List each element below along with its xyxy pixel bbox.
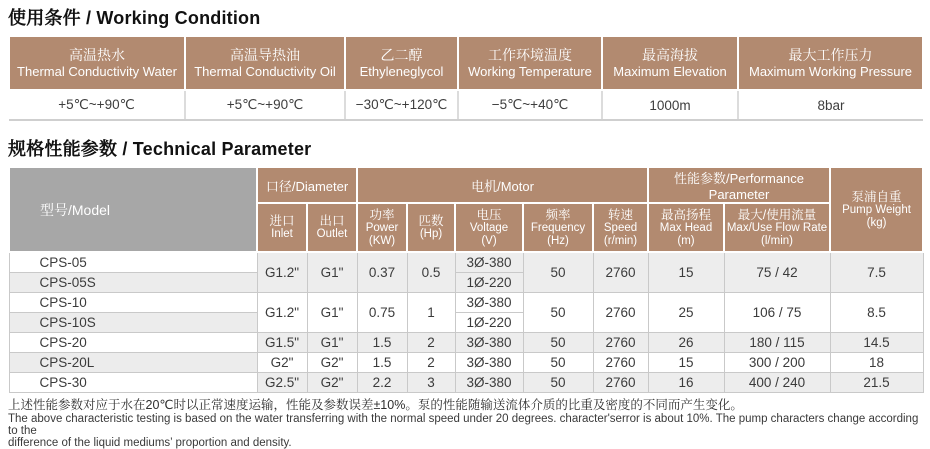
tp-header-frequency-en: Frequency: [530, 221, 586, 234]
footnotes: [8, 398, 922, 449]
inlet-cell: G1.2": [257, 292, 307, 332]
tp-header-power-unit: (KW): [368, 234, 396, 247]
wc-header-glycol-cn: 乙二醇: [380, 46, 423, 63]
outlet-cell: G2": [307, 372, 357, 392]
tp-header-voltage-en: Voltage: [469, 221, 509, 234]
tp-header-voltage-cn: 电压: [476, 207, 502, 222]
voltage-cell: 1Ø-220: [455, 272, 523, 292]
hp-cell: 1: [407, 292, 455, 332]
max-head-cell: 16: [648, 372, 724, 392]
tp-header-outlet-en: Outlet: [316, 228, 348, 240]
working-condition-title: 使用条件 / Working Condition: [8, 8, 261, 28]
power-cell: 2.2: [357, 372, 407, 392]
hp-cell: 2: [407, 332, 455, 352]
max-head-cell: 15: [648, 252, 724, 292]
wc-header-pressure-en: Maximum Working Pressure: [748, 63, 913, 79]
flow-rate-cell: 106 / 75: [724, 292, 830, 332]
tp-group-motor: 电机/Motor: [357, 167, 648, 203]
wc-header-oil-en: Thermal Conductivity Oil: [194, 63, 336, 79]
table-row: [9, 372, 923, 392]
wc-header-water-en: Thermal Conductivity Water: [17, 63, 177, 79]
wc-header-oil: [185, 36, 345, 90]
speed-cell: 2760: [593, 252, 648, 292]
inlet-cell: G2.5": [257, 372, 307, 392]
hp-cell: 3: [407, 372, 455, 392]
speed-cell: 2760: [593, 372, 648, 392]
pump-weight-cell: 14.5: [830, 332, 923, 352]
outlet-cell: G1": [307, 292, 357, 332]
max-head-cell: 25: [648, 292, 724, 332]
voltage-cell: 3Ø-380: [455, 332, 523, 352]
pump-weight-cell: 7.5: [830, 252, 923, 292]
tp-header-power-cn: 功率: [369, 207, 395, 222]
tp-header-frequency-unit: (Hz): [547, 234, 569, 247]
tp-header-max-head-en: Max Head: [659, 221, 713, 234]
tp-header-model: 型号/Model: [9, 167, 257, 252]
frequency-cell: 50: [523, 352, 593, 372]
wc-header-elevation-cn: 最高海拔: [642, 46, 698, 63]
wc-header-pressure-cn: 最大工作压力: [788, 46, 873, 63]
working-condition-header-row: [9, 36, 923, 90]
tp-header-pump-weight: [830, 167, 923, 252]
tp-header-speed-cn: 转速: [608, 207, 634, 222]
power-cell: 1.5: [357, 332, 407, 352]
tp-header-outlet: [307, 203, 357, 252]
table-row: [9, 292, 923, 312]
model-cell: CPS-30: [9, 372, 257, 392]
wc-value-water: +5℃~+90℃: [9, 90, 185, 120]
model-cell: CPS-20L: [9, 352, 257, 372]
footnote-chinese: 上述性能参数对应于水在20℃时以正常速度运输，性能及参数误差±10%。泵的性能随输送流体介质的比重及密度的不同而产生变化。: [8, 397, 743, 412]
tp-header-max-head-cn: 最高扬程: [661, 207, 712, 222]
table-row: [9, 252, 923, 272]
tp-header-max-head: [648, 203, 724, 252]
voltage-cell: 3Ø-380: [455, 252, 523, 272]
wc-header-elevation: [602, 36, 738, 90]
tp-header-speed-unit: (r/min): [603, 234, 638, 247]
tp-header-speed-en: Speed: [603, 221, 638, 234]
pump-weight-cell: 18: [830, 352, 923, 372]
outlet-cell: G1": [307, 252, 357, 292]
inlet-cell: G2": [257, 352, 307, 372]
tp-group-performance: 性能参数/Performance Parameter: [648, 167, 830, 203]
max-head-cell: 26: [648, 332, 724, 352]
tp-header-hp-unit: (Hp): [419, 228, 443, 240]
power-cell: 0.75: [357, 292, 407, 332]
tp-group-diameter: 口径/Diameter: [257, 167, 357, 203]
tp-header-inlet: [257, 203, 307, 252]
tp-header-pump-weight-unit: (kg): [866, 216, 887, 229]
wc-header-elevation-en: Maximum Elevation: [613, 63, 727, 79]
tp-header-power-en: Power: [365, 221, 399, 234]
tp-header-flow-rate-en: Max/Use Flow Rate: [726, 221, 828, 234]
pump-weight-cell: 8.5: [830, 292, 923, 332]
speed-cell: 2760: [593, 332, 648, 352]
technical-parameter-title: 规格性能参数 / Technical Parameter: [8, 139, 312, 159]
speed-cell: 2760: [593, 292, 648, 332]
tp-header-voltage: [455, 203, 523, 252]
pump-weight-cell: 21.5: [830, 372, 923, 392]
tp-header-inlet-cn: 进口: [269, 214, 295, 228]
outlet-cell: G1": [307, 332, 357, 352]
tp-header-max-head-unit: (m): [677, 234, 695, 247]
wc-value-oil: +5℃~+90℃: [185, 90, 345, 120]
wc-value-glycol: −30℃~+120℃: [345, 90, 458, 120]
hp-cell: 0.5: [407, 252, 455, 292]
tp-header-flow-rate-unit: (l/min): [761, 234, 793, 247]
flow-rate-cell: 300 / 200: [724, 352, 830, 372]
frequency-cell: 50: [523, 332, 593, 352]
tp-header-flow-rate-cn: 最大/使用流量: [737, 207, 817, 222]
footnote-english-line1: The above characteristic testing is based on the water transferring with the normal speed under 20 degrees. character'serror is about 10%. The pump characters change according to the: [8, 412, 919, 437]
wc-header-working-temp-cn: 工作环境温度: [488, 46, 572, 63]
table-row: [9, 352, 923, 372]
tp-header-voltage-unit: (V): [481, 234, 497, 247]
voltage-cell: 3Ø-380: [455, 352, 523, 372]
model-cell: CPS-20: [9, 332, 257, 352]
flow-rate-cell: 180 / 115: [724, 332, 830, 352]
tp-header-outlet-cn: 出口: [319, 214, 345, 228]
inlet-cell: G1.5": [257, 332, 307, 352]
tp-header-hp-cn: 匹数: [418, 214, 444, 228]
flow-rate-cell: 75 / 42: [724, 252, 830, 292]
wc-header-glycol: [345, 36, 458, 90]
model-cell: CPS-05: [9, 252, 257, 272]
frequency-cell: 50: [523, 252, 593, 292]
tp-header-inlet-en: Inlet: [271, 228, 293, 240]
wc-header-working-temp: [458, 36, 602, 90]
model-cell: CPS-10S: [9, 312, 257, 332]
tp-group-header-row: [9, 167, 923, 203]
tp-header-pump-weight-en: Pump Weight: [842, 203, 911, 216]
technical-parameter-table: [8, 166, 924, 393]
model-cell: CPS-05S: [9, 272, 257, 292]
speed-cell: 2760: [593, 352, 648, 372]
wc-header-glycol-en: Ethyleneglycol: [359, 63, 444, 79]
tp-header-power: [357, 203, 407, 252]
outlet-cell: G2": [307, 352, 357, 372]
tp-header-frequency-cn: 频率: [545, 207, 571, 222]
voltage-cell: 3Ø-380: [455, 292, 523, 312]
footnote-english-line2: difference of the liquid mediums’ proportion and density.: [8, 436, 292, 449]
tp-header-frequency: [523, 203, 593, 252]
wc-value-working-temp: −5℃~+40℃: [458, 90, 602, 120]
frequency-cell: 50: [523, 292, 593, 332]
flow-rate-cell: 400 / 240: [724, 372, 830, 392]
wc-header-working-temp-en: Working Temperature: [468, 63, 592, 79]
power-cell: 1.5: [357, 352, 407, 372]
table-row: [9, 332, 923, 352]
wc-value-elevation: 1000m: [602, 90, 738, 120]
tp-header-pump-weight-cn: 泵浦自重: [851, 189, 902, 204]
working-condition-table: [8, 35, 924, 121]
max-head-cell: 15: [648, 352, 724, 372]
voltage-cell: 3Ø-380: [455, 372, 523, 392]
wc-value-pressure: 8bar: [738, 90, 923, 120]
wc-header-oil-cn: 高温导热油: [230, 46, 300, 63]
tp-header-flow-rate: [724, 203, 830, 252]
wc-header-pressure: [738, 36, 923, 90]
tp-header-speed: [593, 203, 648, 252]
voltage-cell: 1Ø-220: [455, 312, 523, 332]
frequency-cell: 50: [523, 372, 593, 392]
wc-header-water-cn: 高温热水: [69, 46, 125, 63]
power-cell: 0.37: [357, 252, 407, 292]
hp-cell: 2: [407, 352, 455, 372]
model-cell: CPS-10: [9, 292, 257, 312]
wc-header-water: [9, 36, 185, 90]
inlet-cell: G1.2": [257, 252, 307, 292]
working-condition-value-row: [9, 90, 923, 120]
tp-header-hp: [407, 203, 455, 252]
